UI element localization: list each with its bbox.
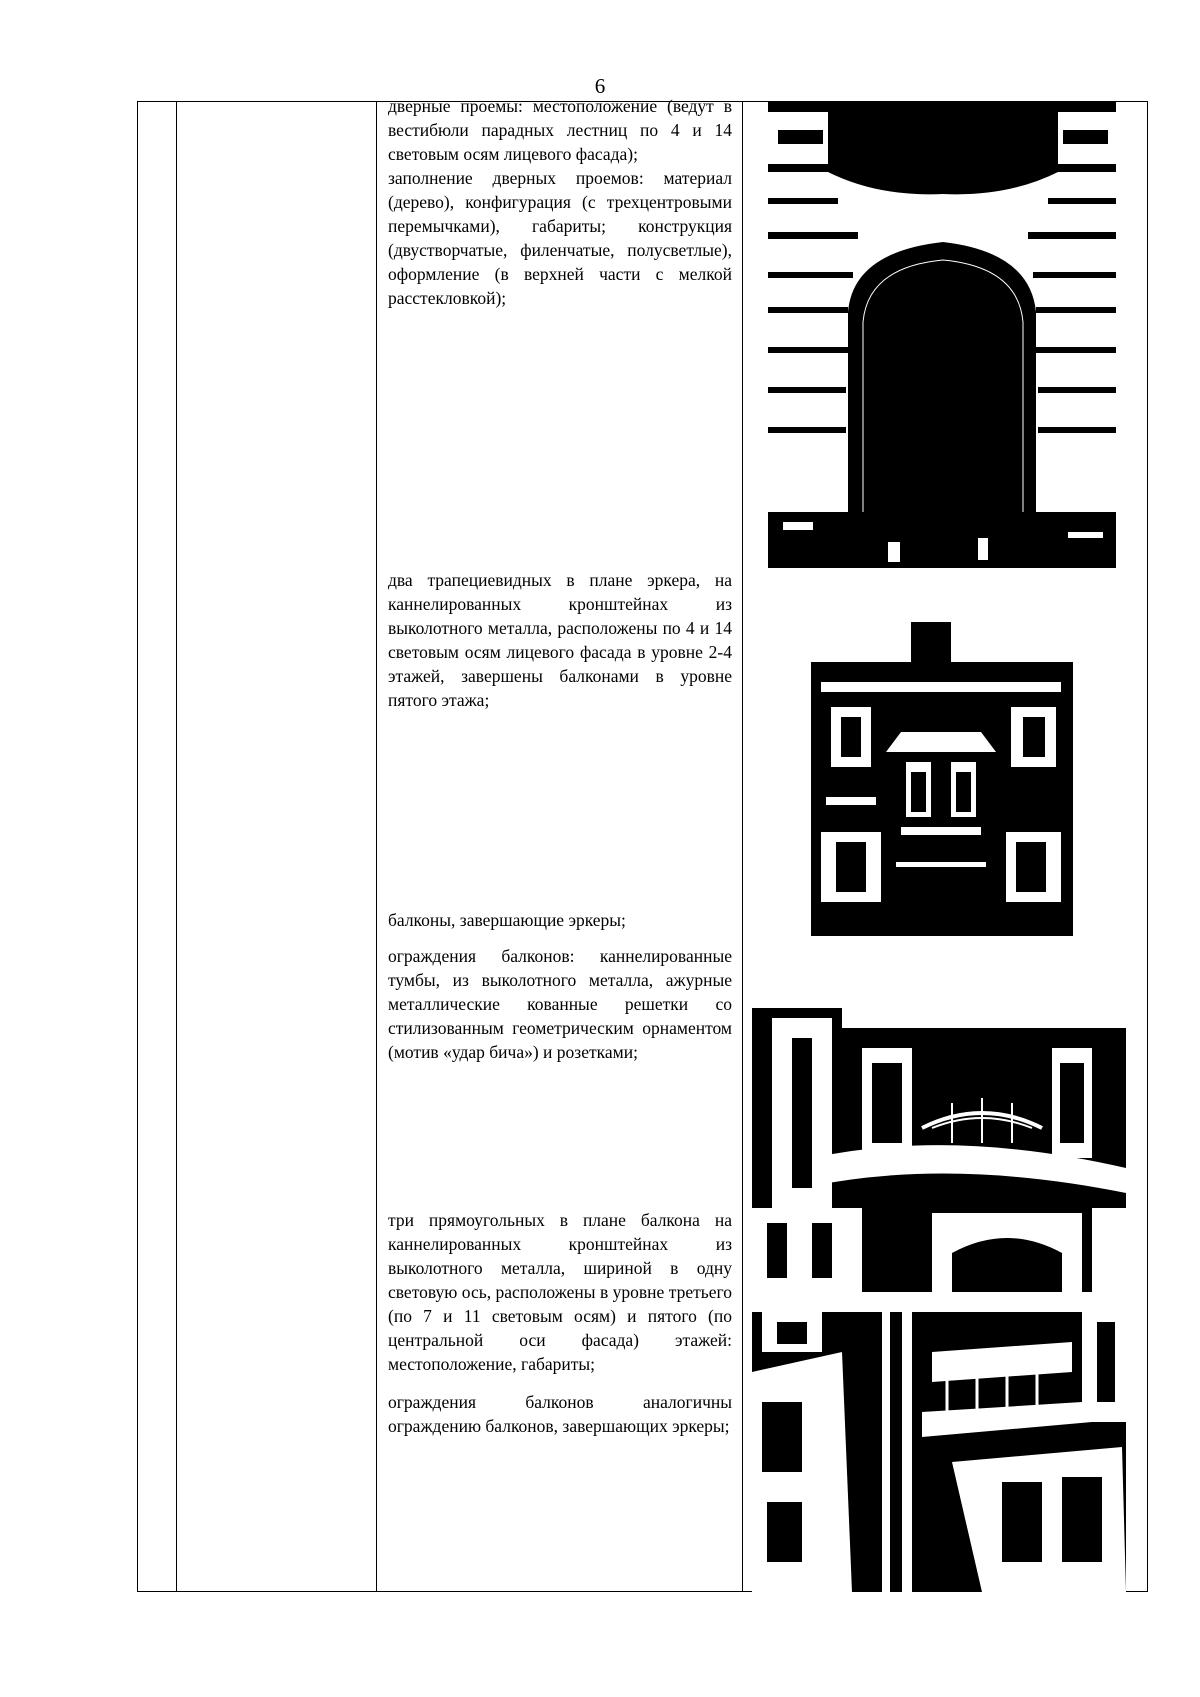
number-column bbox=[138, 102, 177, 1592]
photo-column bbox=[743, 102, 1148, 1592]
paragraph: дверные проемы: местоположение (ведут в вестибюли парадных лестниц по 4 и 14 световым осям лицевого фасада); bbox=[388, 96, 732, 164]
heritage-elements-table bbox=[137, 96, 1148, 1592]
paragraph: ограждения балконов: каннелированные тумбы, из выколотного металла, ажурные металлические кованные решетки со стилизованным геометрическим орнаментом (мотив «удар бича») и розетками; bbox=[388, 946, 732, 1062]
page-number: 6 bbox=[594, 74, 606, 98]
element-type-column bbox=[177, 102, 377, 1592]
table-row bbox=[138, 102, 1148, 1592]
bay-window-photo bbox=[811, 622, 1073, 936]
doorway-description bbox=[388, 94, 732, 310]
balcony-description bbox=[388, 908, 732, 1064]
paragraph: заполнение дверных проемов: материал (дерево), конфигурация (с трехцентровыми перемычками), габариты; конструкция (двустворчатые, филенчатые, полусветлые), оформление (в верхней части с мелкой расстекловкой); bbox=[388, 168, 732, 308]
paragraph: два трапециевидных в плане эркера, на каннелированных кронштейнах из выколотного металла, расположены по 4 и 14 световым осям лицевого фасада в уровне 2-4 этажей, завершены балконами в уровне пятого этажа; bbox=[388, 570, 732, 710]
rectangular-balcony-photo bbox=[752, 1312, 1126, 1592]
bay-window-description bbox=[388, 568, 732, 712]
description-column bbox=[377, 96, 743, 1592]
paragraph: балконы, завершающие эркеры; bbox=[388, 910, 626, 930]
rectangular-balcony-description bbox=[388, 1208, 732, 1438]
paragraph: ограждения балконов аналогичны ограждению балконов, завершающих эркеры; bbox=[388, 1392, 732, 1436]
balcony-railing-photo bbox=[752, 1008, 1126, 1292]
doorway-photo bbox=[768, 102, 1116, 568]
paragraph: три прямоугольных в плане балкона на каннелированных кронштейнах из выколотного металла, шириной в одну световую ось, расположены в уровне третьего (по 7 и 11 световым осям) и пятого (по центральной оси фасада) этажей: местоположение, габариты; bbox=[388, 1210, 732, 1374]
